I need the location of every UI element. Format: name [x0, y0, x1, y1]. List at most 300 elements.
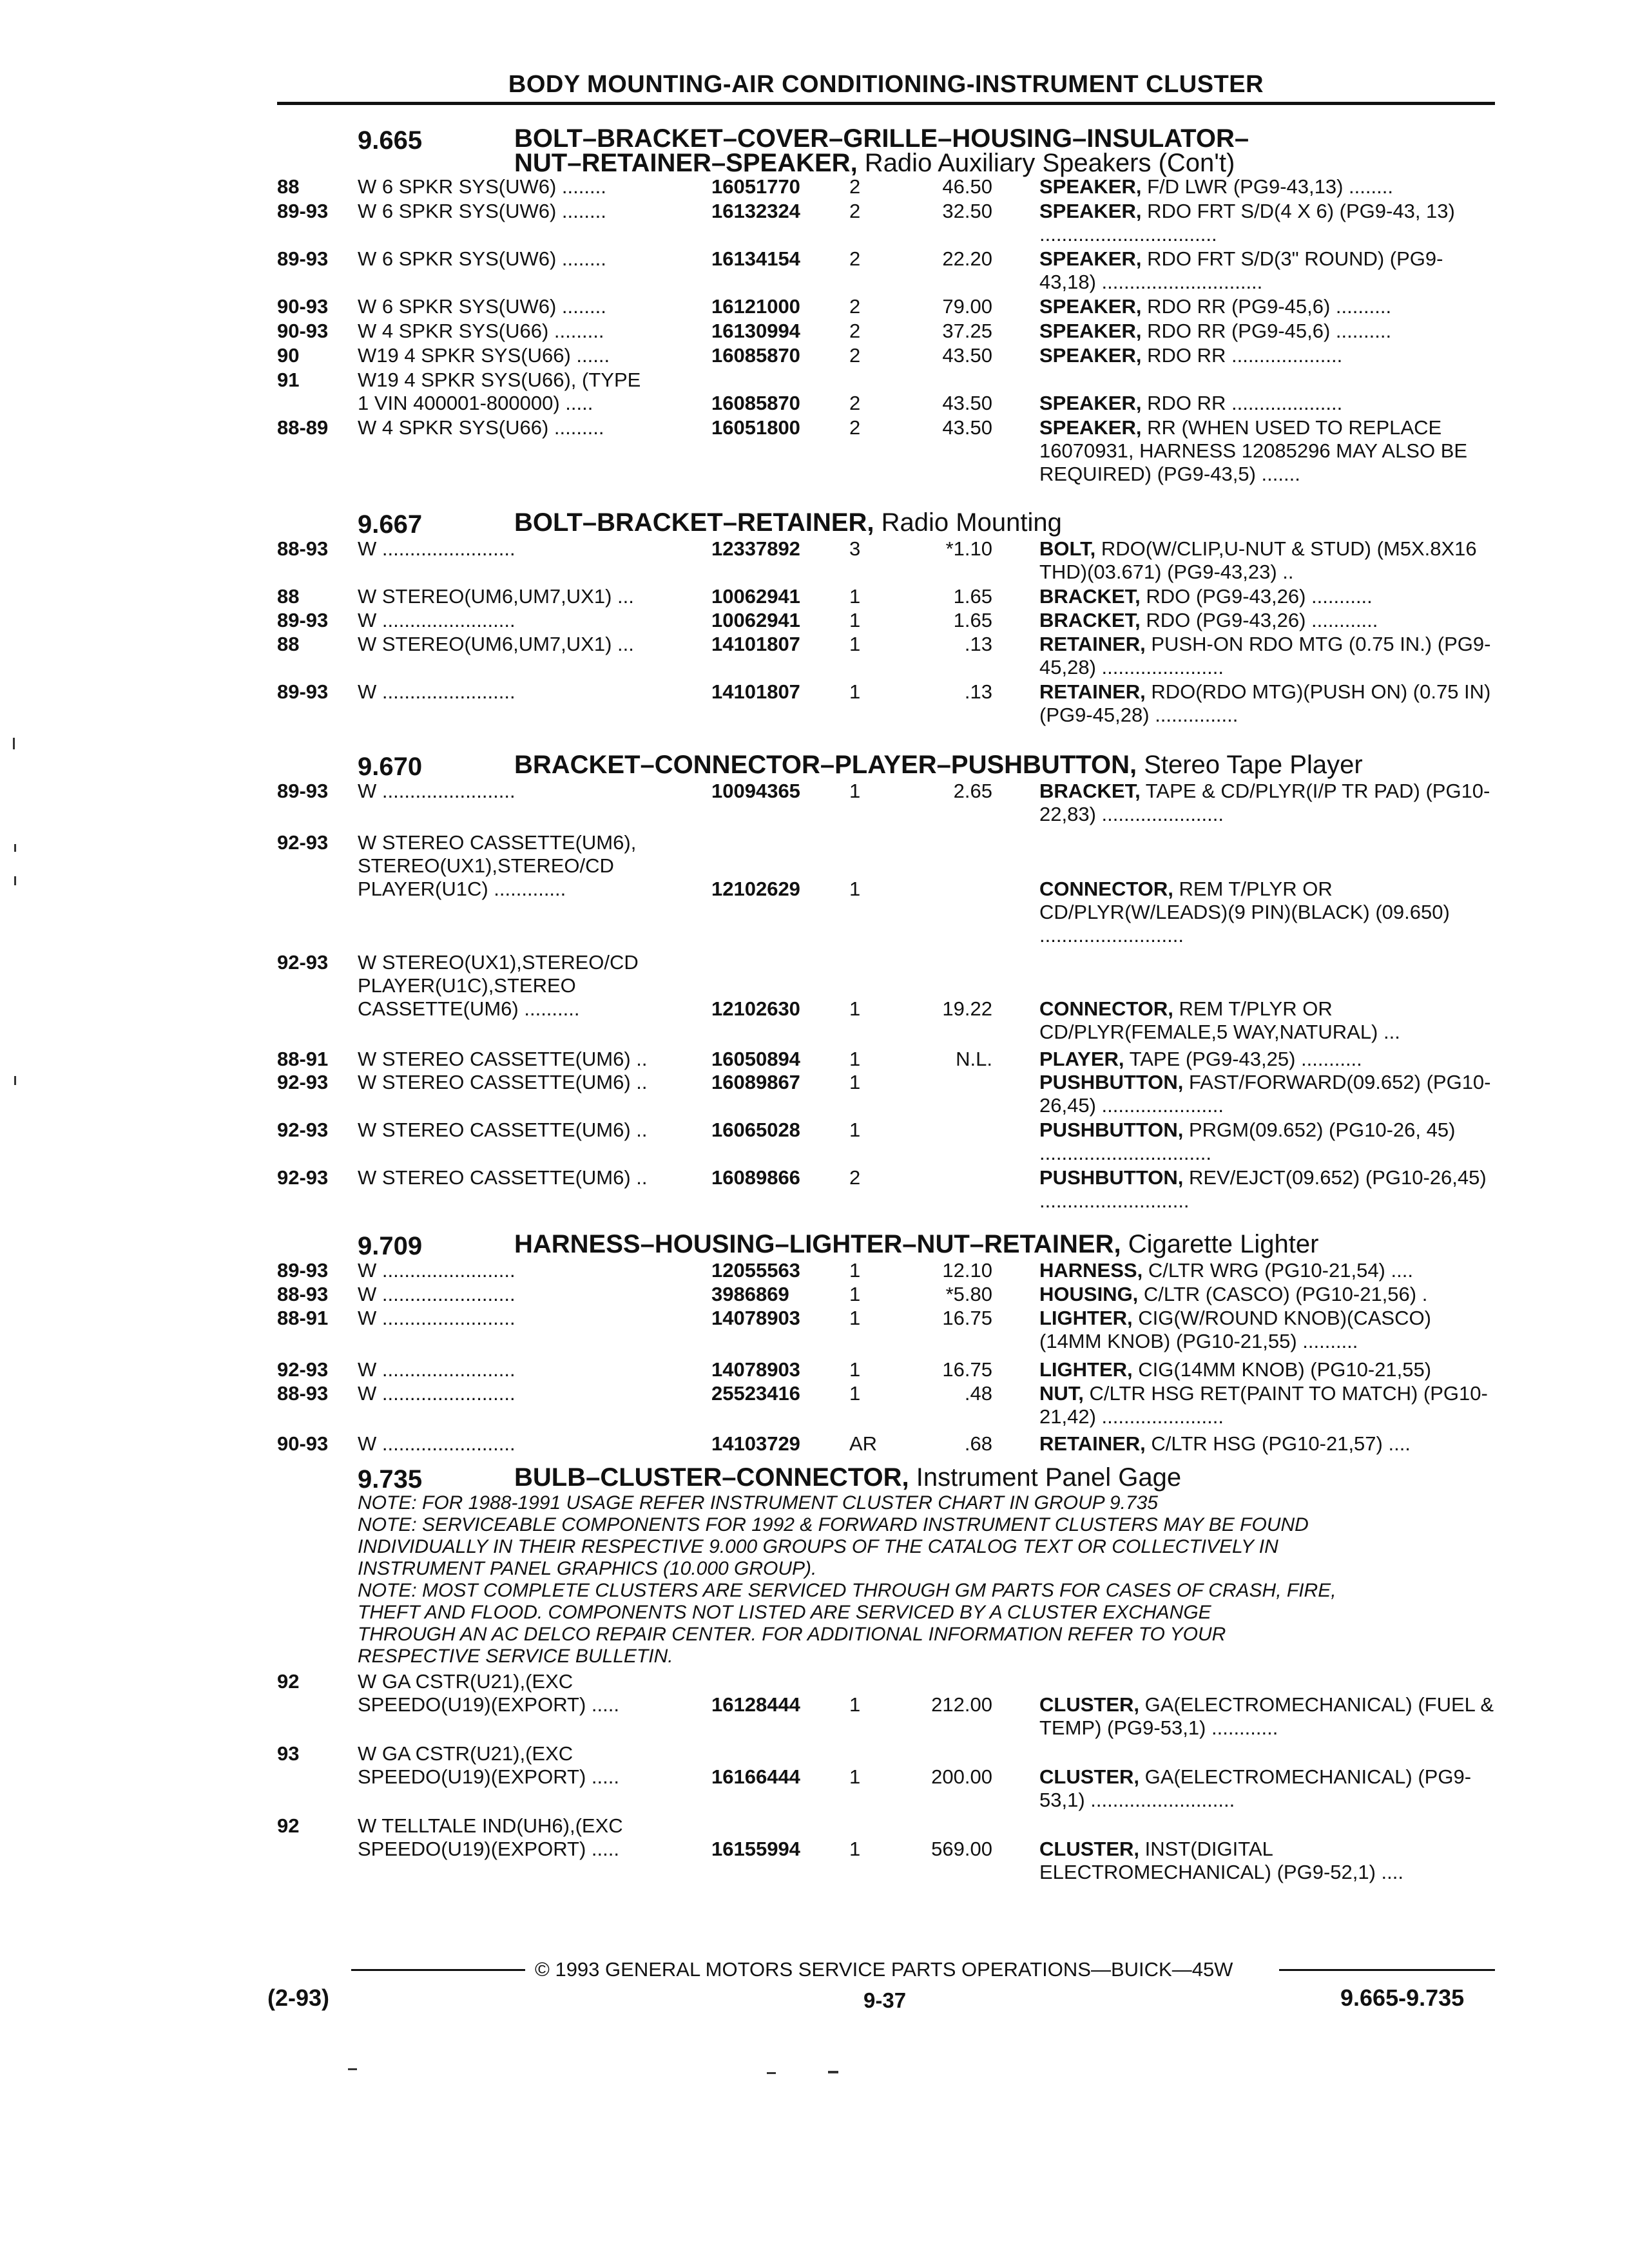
desc-bold: CONNECTOR,: [1039, 878, 1173, 900]
description: [1039, 1071, 1497, 1117]
price: 43.50: [942, 344, 992, 367]
part-number: 12102630: [711, 997, 800, 1020]
desc-text: REM T/PLYR OR CD/PLYR(W/LEADS)(9 PIN)(BLACK) (09.650) ..........................: [1039, 878, 1450, 947]
model-year: 93: [277, 1742, 300, 1765]
section-number: 9.665: [358, 126, 423, 155]
part-number: 12102629: [711, 878, 800, 900]
part-row: [277, 1358, 1501, 1382]
part-row: [277, 633, 1501, 680]
section-9-667: [277, 510, 1501, 728]
quantity: 3: [849, 537, 861, 560]
section-header: [277, 1465, 1501, 1492]
usage: W ........................: [358, 1259, 516, 1282]
desc-bold: SPEAKER,: [1039, 175, 1142, 198]
description: [1039, 1259, 1497, 1282]
desc-text: REM T/PLYR OR CD/PLYR(FEMALE,5 WAY,NATURAL) ...: [1039, 997, 1400, 1043]
scan-speck: [14, 1076, 16, 1085]
part-row: [277, 200, 1501, 247]
quantity: 2: [849, 295, 861, 318]
model-year: 92-93: [277, 1119, 329, 1141]
part-row: [277, 1307, 1501, 1358]
part-number: 16051800: [711, 416, 800, 439]
part-row: [277, 1071, 1501, 1119]
usage: W STEREO CASSETTE(UM6), STEREO(UX1),STEREO/CD PLAYER(U1C) .............: [358, 831, 637, 900]
part-row: [277, 295, 1501, 320]
quantity: 2: [849, 392, 861, 414]
model-year: 89-93: [277, 609, 329, 631]
usage: W 6 SPKR SYS(UW6) ........: [358, 175, 606, 198]
footer-rule-right: [1279, 1969, 1495, 1971]
desc-text: CIG(W/ROUND KNOB)(CASCO) (14MM KNOB) (PG10-21,55) ..........: [1039, 1307, 1431, 1352]
description: [1039, 878, 1497, 947]
price: 79.00: [942, 295, 992, 318]
model-year: 88-93: [277, 1382, 329, 1405]
desc-text: PRGM(09.652) (PG10-26, 45) ...............................: [1039, 1119, 1456, 1164]
desc-bold: LIGHTER,: [1039, 1358, 1133, 1381]
part-row: [277, 1119, 1501, 1166]
desc-text: FAST/FORWARD(09.652) (PG10-26,45) ......................: [1039, 1071, 1491, 1117]
desc-bold: RETAINER,: [1039, 680, 1146, 703]
desc-bold: BRACKET,: [1039, 585, 1141, 608]
footer-copyright: © 1993 GENERAL MOTORS SERVICE PARTS OPERATIONS—BUICK—45W: [535, 1958, 1233, 1981]
price: 32.50: [942, 200, 992, 222]
description: [1039, 1693, 1497, 1740]
part-row: [277, 1670, 1501, 1742]
price: .48: [964, 1382, 992, 1405]
desc-text: GA(ELECTROMECHANICAL) (FUEL & TEMP) (PG9-53,1) ............: [1039, 1693, 1494, 1739]
section-9-670: [277, 753, 1501, 1218]
quantity: 2: [849, 175, 861, 198]
part-number: 3986869: [711, 1283, 789, 1305]
quantity: 1: [849, 1119, 861, 1141]
parts-list: [277, 537, 1501, 728]
part-number: 16166444: [711, 1765, 800, 1788]
desc-text: RDO RR ....................: [1141, 392, 1343, 414]
description: [1039, 247, 1497, 294]
desc-bold: CONNECTOR,: [1039, 997, 1173, 1020]
model-year: 88: [277, 633, 300, 655]
section-title-bold: HARNESS–HOUSING–LIGHTER–NUT–RETAINER,: [514, 1230, 1121, 1258]
model-year: 88-91: [277, 1048, 329, 1070]
desc-bold: BRACKET,: [1039, 780, 1141, 802]
description: [1039, 1307, 1497, 1353]
quantity: 1: [849, 633, 861, 655]
scan-speck: [767, 2072, 776, 2074]
parts-list: [277, 175, 1501, 491]
description: [1039, 609, 1497, 632]
model-year: 92-93: [277, 1166, 329, 1189]
desc-bold: PUSHBUTTON,: [1039, 1119, 1184, 1141]
model-year: 89-93: [277, 247, 329, 270]
section-title-rest: Radio Mounting: [874, 508, 1062, 537]
model-year: 92: [277, 1814, 300, 1837]
desc-bold: HARNESS,: [1039, 1259, 1143, 1282]
quantity: 1: [849, 1693, 861, 1716]
model-year: 88-91: [277, 1307, 329, 1329]
scan-speck: [13, 738, 15, 749]
part-row: [277, 680, 1501, 728]
desc-text: PUSH-ON RDO MTG (0.75 IN.) (PG9-45,28) ......................: [1039, 633, 1491, 678]
desc-text: GA(ELECTROMECHANICAL) (PG9-53,1) ..........................: [1039, 1765, 1472, 1811]
part-row: [277, 369, 1501, 416]
section-title-bold: BULB–CLUSTER–CONNECTOR,: [514, 1463, 909, 1492]
section-title-bold: BOLT–BRACKET–RETAINER,: [514, 508, 874, 537]
price: 16.75: [942, 1307, 992, 1329]
quantity: 1: [849, 680, 861, 703]
section-title: [514, 126, 1249, 175]
desc-text: CIG(14MM KNOB) (PG10-21,55): [1132, 1358, 1432, 1381]
description: [1039, 416, 1497, 486]
usage: W19 4 SPKR SYS(U66), (TYPE 1 VIN 400001-800000) .....: [358, 369, 641, 414]
description: [1039, 1382, 1497, 1428]
note: NOTE: FOR 1988-1991 USAGE REFER INSTRUMENT CLUSTER CHART IN GROUP 9.735: [358, 1492, 1158, 1514]
model-year: 89-93: [277, 200, 329, 222]
quantity: 2: [849, 200, 861, 222]
model-year: 90-93: [277, 295, 329, 318]
notes: [358, 1492, 1501, 1667]
usage: W 6 SPKR SYS(UW6) ........: [358, 247, 606, 270]
footer-rule-left: [351, 1969, 525, 1971]
part-row: [277, 1432, 1501, 1456]
usage: W STEREO CASSETTE(UM6) ..: [358, 1071, 648, 1093]
price: 19.22: [942, 997, 992, 1020]
model-year: 89-93: [277, 780, 329, 802]
price: 12.10: [942, 1259, 992, 1282]
part-number: 14078903: [711, 1307, 800, 1329]
part-row: [277, 780, 1501, 831]
price: 43.50: [942, 416, 992, 439]
scan-speck: [348, 2068, 357, 2070]
section-9-665: [277, 126, 1501, 491]
price: 46.50: [942, 175, 992, 198]
model-year: 90: [277, 344, 300, 367]
desc-bold: LIGHTER,: [1039, 1307, 1133, 1329]
section-title: [514, 1465, 1181, 1490]
part-number: 16051770: [711, 175, 800, 198]
part-number: 16128444: [711, 1693, 800, 1716]
quantity: 1: [849, 997, 861, 1020]
description: [1039, 633, 1497, 679]
quantity: 1: [849, 780, 861, 802]
model-year: 90-93: [277, 320, 329, 342]
section-title-bold: BOLT–BRACKET–COVER–GRILLE–HOUSING–INSULATOR– NUT–RETAINER–SPEAKER,: [514, 124, 1249, 177]
price: 569.00: [931, 1838, 992, 1860]
model-year: 92-93: [277, 1358, 329, 1381]
usage: W STEREO(UM6,UM7,UX1) ...: [358, 633, 634, 655]
part-number: 12055563: [711, 1259, 800, 1282]
part-number: 16134154: [711, 247, 800, 270]
quantity: 2: [849, 247, 861, 270]
price: 1.65: [953, 585, 992, 608]
footer-range: 9.665-9.735: [1340, 1984, 1465, 2011]
model-year: 91: [277, 369, 300, 391]
quantity: 1: [849, 1259, 861, 1282]
price: .13: [964, 680, 992, 703]
desc-text: RDO (PG9-43,26) ...........: [1140, 585, 1373, 608]
section-number: 9.670: [358, 753, 423, 781]
desc-bold: BOLT,: [1039, 537, 1096, 560]
desc-text: RDO RR (PG9-45,6) ..........: [1141, 295, 1392, 318]
description: [1039, 1358, 1497, 1381]
scan-speck: [14, 876, 16, 885]
section-title-rest: Cigarette Lighter: [1121, 1230, 1319, 1258]
desc-text: INST(DIGITAL ELECTROMECHANICAL) (PG9-52,1) ....: [1039, 1838, 1404, 1883]
desc-text: RDO(RDO MTG)(PUSH ON) (0.75 IN) (PG9-45,28) ...............: [1039, 680, 1491, 726]
desc-text: RDO RR (PG9-45,6) ..........: [1141, 320, 1392, 342]
description: [1039, 320, 1497, 343]
part-row: [277, 1048, 1501, 1071]
part-row: [277, 416, 1501, 491]
quantity: 1: [849, 1382, 861, 1405]
section-number: 9.735: [358, 1465, 423, 1494]
part-row: [277, 951, 1501, 1048]
model-year: 92-93: [277, 1071, 329, 1093]
page-title: BODY MOUNTING-AIR CONDITIONING-INSTRUMENT CLUSTER: [508, 71, 1264, 98]
part-number: 16121000: [711, 295, 800, 318]
price: *5.80: [945, 1283, 992, 1305]
model-year: 88-89: [277, 416, 329, 439]
part-number: 16085870: [711, 344, 800, 367]
description: [1039, 344, 1497, 367]
part-row: [277, 1283, 1501, 1307]
price: 200.00: [931, 1765, 992, 1788]
part-row: [277, 585, 1501, 609]
footer-date-code: (2-93): [267, 1984, 330, 2011]
model-year: 88: [277, 175, 300, 198]
description: [1039, 1432, 1497, 1456]
description: [1039, 997, 1497, 1044]
desc-bold: SPEAKER,: [1039, 295, 1142, 318]
section-title-rest: Radio Auxiliary Speakers (Con't): [857, 149, 1235, 177]
usage: W STEREO(UX1),STEREO/CD PLAYER(U1C),STEREO CASSETTE(UM6) ..........: [358, 951, 639, 1020]
part-number: 14101807: [711, 680, 800, 703]
desc-text: C/LTR WRG (PG10-21,54) ....: [1142, 1259, 1413, 1282]
parts-list: [277, 1670, 1501, 1887]
desc-text: F/D LWR (PG9-43,13) ........: [1141, 175, 1393, 198]
usage: W19 4 SPKR SYS(U66) ......: [358, 344, 610, 367]
desc-text: REV/EJCT(09.652) (PG10-26,45) ...........................: [1039, 1166, 1487, 1212]
price: .68: [964, 1432, 992, 1455]
desc-text: C/LTR (CASCO) (PG10-21,56) .: [1138, 1283, 1428, 1305]
part-number: 16130994: [711, 320, 800, 342]
quantity: 2: [849, 1166, 861, 1189]
usage: W TELLTALE IND(UH6),(EXC SPEEDO(U19)(EXPORT) .....: [358, 1814, 623, 1860]
description: [1039, 1765, 1497, 1812]
section-title-rest: Stereo Tape Player: [1137, 751, 1363, 779]
usage: W 6 SPKR SYS(UW6) ........: [358, 200, 606, 222]
quantity: 1: [849, 1358, 861, 1381]
usage: W STEREO CASSETTE(UM6) ..: [358, 1166, 648, 1189]
desc-bold: RETAINER,: [1039, 1432, 1146, 1455]
section-title-bold: BRACKET–CONNECTOR–PLAYER–PUSHBUTTON,: [514, 751, 1137, 779]
desc-text: C/LTR HSG RET(PAINT TO MATCH) (PG10-21,42) ......................: [1039, 1382, 1488, 1428]
part-row: [277, 609, 1501, 633]
model-year: 88-93: [277, 1283, 329, 1305]
price: N.L.: [956, 1048, 992, 1070]
desc-bold: HOUSING,: [1039, 1283, 1139, 1305]
part-row: [277, 175, 1501, 200]
model-year: 90-93: [277, 1432, 329, 1455]
note: NOTE: MOST COMPLETE CLUSTERS ARE SERVICED THROUGH GM PARTS FOR CASES OF CRASH, FIRE, THEFT AND FLOOD. COMPONENTS NOT LISTED ARE SERVICED BY A CLUSTER EXCHANGE THROUGH AN AC DELCO REPAIR CENTER. FOR ADDITIONAL INFORMATION REFER TO YOUR RESPECTIVE SERVICE BULLETIN.: [358, 1580, 1336, 1667]
part-number: 16085870: [711, 392, 800, 414]
part-number: 10094365: [711, 780, 800, 802]
description: [1039, 175, 1497, 198]
desc-text: RR (WHEN USED TO REPLACE 16070931, HARNESS 12085296 MAY ALSO BE REQUIRED) (PG9-43,5) .......: [1039, 416, 1468, 485]
desc-text: RDO (PG9-43,26) ............: [1140, 609, 1378, 631]
desc-bold: PLAYER,: [1039, 1048, 1124, 1070]
part-row: [277, 1814, 1501, 1887]
usage: W ........................: [358, 1382, 516, 1405]
section-header: [277, 1232, 1501, 1259]
desc-text: TAPE & CD/PLYR(I/P TR PAD) (PG10-22,83) ......................: [1039, 780, 1490, 825]
price: 22.20: [942, 247, 992, 270]
usage: W ........................: [358, 1307, 516, 1329]
desc-bold: CLUSTER,: [1039, 1838, 1139, 1860]
description: [1039, 680, 1497, 727]
model-year: 89-93: [277, 680, 329, 703]
price: 16.75: [942, 1358, 992, 1381]
part-number: 14101807: [711, 633, 800, 655]
part-number: 25523416: [711, 1382, 800, 1405]
description: [1039, 295, 1497, 318]
part-number: 16132324: [711, 200, 800, 222]
part-row: [277, 247, 1501, 295]
model-year: 92: [277, 1670, 300, 1693]
usage: W ........................: [358, 780, 516, 802]
desc-bold: SPEAKER,: [1039, 344, 1142, 367]
description: [1039, 1166, 1497, 1213]
part-row: [277, 1742, 1501, 1814]
section-header: [277, 126, 1501, 175]
quantity: 1: [849, 1071, 861, 1093]
price: 37.25: [942, 320, 992, 342]
quantity: 1: [849, 1765, 861, 1788]
section-header: [277, 753, 1501, 780]
description: [1039, 780, 1497, 826]
quantity: 1: [849, 878, 861, 900]
parts-list: [277, 1259, 1501, 1456]
note: NOTE: SERVICEABLE COMPONENTS FOR 1992 & FORWARD INSTRUMENT CLUSTERS MAY BE FOUND INDIVIDUALLY IN THEIR RESPECTIVE 9.000 GROUPS OF THE CATALOG TEXT OR COLLECTIVELY IN INSTRUMENT PANEL GRAPHICS (10.000 GROUP).: [358, 1514, 1309, 1579]
quantity: 1: [849, 1838, 861, 1860]
model-year: 88-93: [277, 537, 329, 560]
usage: W STEREO CASSETTE(UM6) ..: [358, 1048, 648, 1070]
price: .13: [964, 633, 992, 655]
quantity: 2: [849, 416, 861, 439]
footer-page-number: 9-37: [863, 1988, 907, 2012]
desc-bold: BRACKET,: [1039, 609, 1141, 631]
section-number: 9.667: [358, 510, 423, 539]
section-title: [514, 1232, 1318, 1256]
quantity: 1: [849, 609, 861, 631]
part-row: [277, 537, 1501, 585]
desc-bold: SPEAKER,: [1039, 247, 1142, 270]
price: *1.10: [945, 537, 992, 560]
part-number: 10062941: [711, 585, 800, 608]
usage: W ........................: [358, 537, 516, 560]
desc-text: TAPE (PG9-43,25) ...........: [1124, 1048, 1362, 1070]
price: 43.50: [942, 392, 992, 414]
model-year: 89-93: [277, 1259, 329, 1282]
usage: W 6 SPKR SYS(UW6) ........: [358, 295, 606, 318]
description: [1039, 1048, 1497, 1071]
part-row: [277, 344, 1501, 369]
usage: W STEREO(UM6,UM7,UX1) ...: [358, 585, 634, 608]
desc-bold: CLUSTER,: [1039, 1693, 1139, 1716]
usage: W GA CSTR(U21),(EXC SPEEDO(U19)(EXPORT) .....: [358, 1742, 619, 1788]
description: [1039, 585, 1497, 608]
description: [1039, 392, 1497, 415]
part-number: 12337892: [711, 537, 800, 560]
description: [1039, 1283, 1497, 1306]
quantity: 1: [849, 1283, 861, 1305]
quantity: 2: [849, 320, 861, 342]
usage: W STEREO CASSETTE(UM6) ..: [358, 1119, 648, 1141]
desc-bold: SPEAKER,: [1039, 320, 1142, 342]
usage: W ........................: [358, 609, 516, 631]
quantity: 1: [849, 585, 861, 608]
usage: W ........................: [358, 680, 516, 703]
desc-text: RDO RR ....................: [1141, 344, 1343, 367]
part-row: [277, 1259, 1501, 1283]
usage: W ........................: [358, 1358, 516, 1381]
scan-speck: [14, 844, 16, 852]
desc-bold: SPEAKER,: [1039, 392, 1142, 414]
description: [1039, 1119, 1497, 1165]
header-rule: [277, 102, 1495, 105]
desc-bold: NUT,: [1039, 1382, 1084, 1405]
section-title: [514, 753, 1363, 777]
desc-bold: RETAINER,: [1039, 633, 1146, 655]
part-number: 16065028: [711, 1119, 800, 1141]
usage: W 4 SPKR SYS(U66) .........: [358, 416, 604, 439]
part-number: 14078903: [711, 1358, 800, 1381]
parts-list: [277, 780, 1501, 1218]
price: 2.65: [953, 780, 992, 802]
section-number: 9.709: [358, 1232, 423, 1260]
quantity: 1: [849, 1307, 861, 1329]
desc-bold: CLUSTER,: [1039, 1765, 1139, 1788]
scan-speck: [828, 2071, 838, 2073]
part-row: [277, 1166, 1501, 1218]
desc-text: RDO FRT S/D(4 X 6) (PG9-43, 13) ................................: [1039, 200, 1455, 245]
usage: W 4 SPKR SYS(U66) .........: [358, 320, 604, 342]
section-title: [514, 510, 1062, 535]
part-number: 10062941: [711, 609, 800, 631]
description: [1039, 1838, 1497, 1884]
section-9-735: [277, 1465, 1501, 1887]
quantity: AR: [849, 1432, 878, 1455]
part-row: [277, 831, 1501, 951]
quantity: 2: [849, 344, 861, 367]
usage: W ........................: [358, 1283, 516, 1305]
desc-bold: PUSHBUTTON,: [1039, 1166, 1184, 1189]
desc-text: C/LTR HSG (PG10-21,57) ....: [1145, 1432, 1411, 1455]
description: [1039, 200, 1497, 246]
desc-bold: SPEAKER,: [1039, 200, 1142, 222]
section-title-rest: Instrument Panel Gage: [909, 1463, 1182, 1492]
description: [1039, 537, 1497, 584]
section-header: [277, 510, 1501, 537]
part-number: 16089867: [711, 1071, 800, 1093]
desc-bold: SPEAKER,: [1039, 416, 1142, 439]
part-number: 16089866: [711, 1166, 800, 1189]
part-number: 16155994: [711, 1838, 800, 1860]
quantity: 1: [849, 1048, 861, 1070]
usage: W GA CSTR(U21),(EXC SPEEDO(U19)(EXPORT) .....: [358, 1670, 619, 1716]
part-row: [277, 320, 1501, 344]
part-number: 14103729: [711, 1432, 800, 1455]
section-9-709: [277, 1232, 1501, 1456]
